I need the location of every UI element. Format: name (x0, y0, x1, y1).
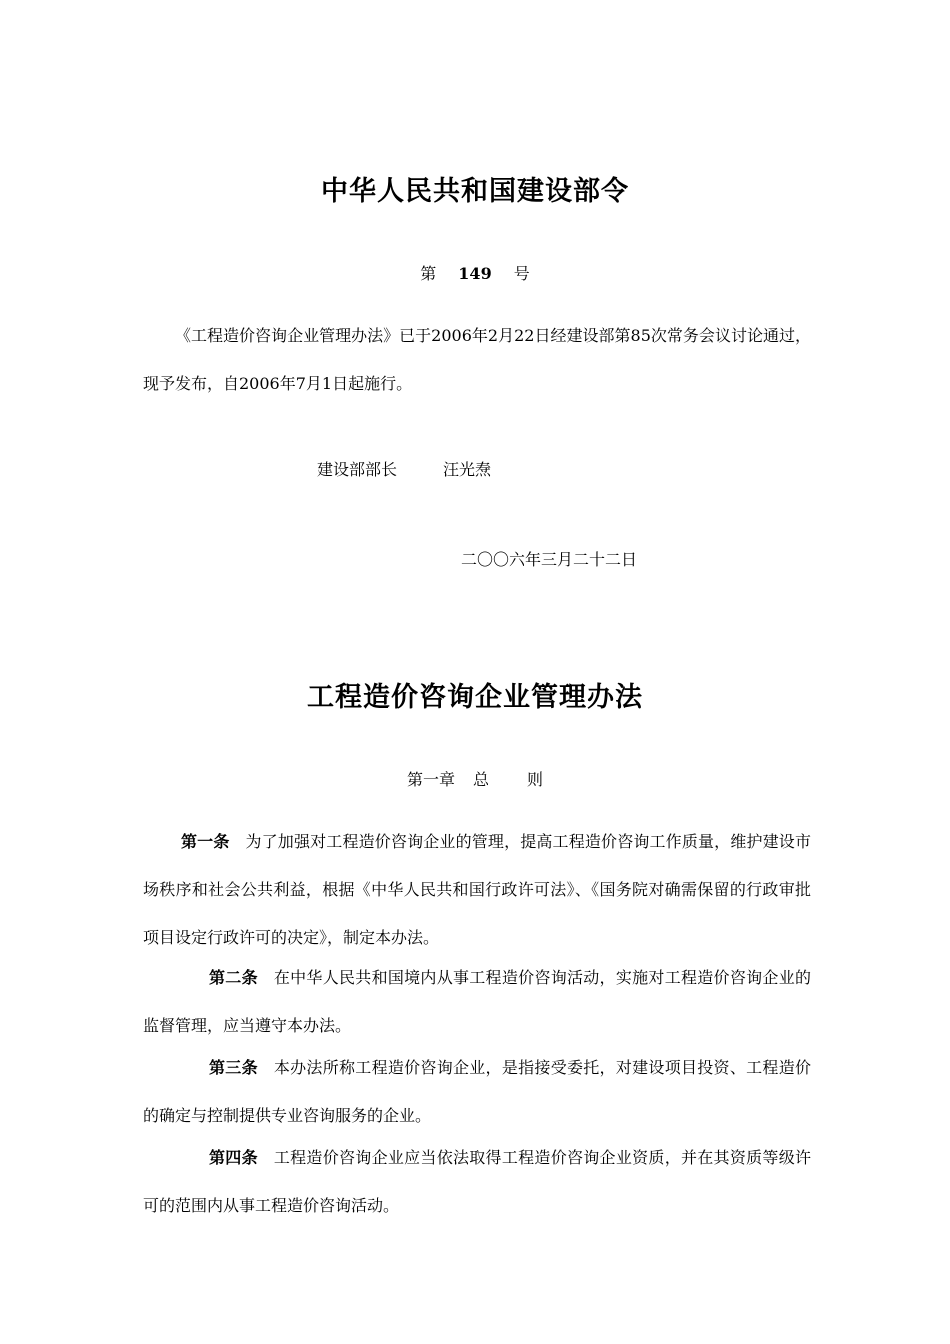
chapter-heading (0, 766, 950, 794)
article-2-text: 在中华人民共和国境内从事工程造价咨询活动，实施对工程造价咨询企业的监督管理，应当遵守本办法。 (143, 968, 811, 1035)
article-4 (143, 1134, 811, 1230)
chapter-title-part1: 总 (472, 770, 489, 789)
chapter-label: 第一章 (406, 770, 455, 789)
article-4-text: 工程造价咨询企业应当依法取得工程造价咨询企业资质，并在其资质等级许可的范围内从事工程造价咨询活动。 (143, 1148, 811, 1215)
chapter-title-part2: 则 (527, 770, 544, 789)
order-number-suffix: 号 (513, 264, 530, 283)
article-4-label: 第四条 (209, 1148, 258, 1167)
order-body: 《工程造价咨询企业管理办法》已于2006年2月22日经建设部第85次常务会议讨论通过，现予发布，自2006年7月1日起施行。 (143, 326, 811, 393)
document-title: 工程造价咨询企业管理办法 (307, 682, 643, 713)
order-number-line (0, 260, 950, 288)
signer-title: 建设部部长 (317, 460, 398, 479)
article-2 (143, 954, 811, 1050)
signature-line (317, 456, 491, 484)
order-number: 149 (458, 264, 492, 283)
order-title: 中华人民共和国建设部令 (321, 176, 629, 207)
article-2-label: 第二条 (209, 968, 258, 987)
article-1-text: 为了加强对工程造价咨询企业的管理，提高工程造价咨询工作质量，维护建设市场秩序和社会公共利益，根据《中华人民共和国行政许可法》、《国务院对确需保留的行政审批项目设定行政许可的决定》，制定本办法。 (143, 832, 811, 947)
order-number-prefix: 第 (420, 264, 437, 283)
order-date: 二〇〇六年三月二十二日 (461, 550, 638, 569)
signer-name: 汪光焘 (443, 460, 492, 479)
article-3-text: 本办法所称工程造价咨询企业，是指接受委托，对建设项目投资、工程造价的确定与控制提供专业咨询服务的企业。 (143, 1058, 811, 1125)
article-1 (143, 818, 811, 962)
article-3 (143, 1044, 811, 1140)
article-1-label: 第一条 (181, 832, 230, 851)
article-3-label: 第三条 (209, 1058, 258, 1077)
